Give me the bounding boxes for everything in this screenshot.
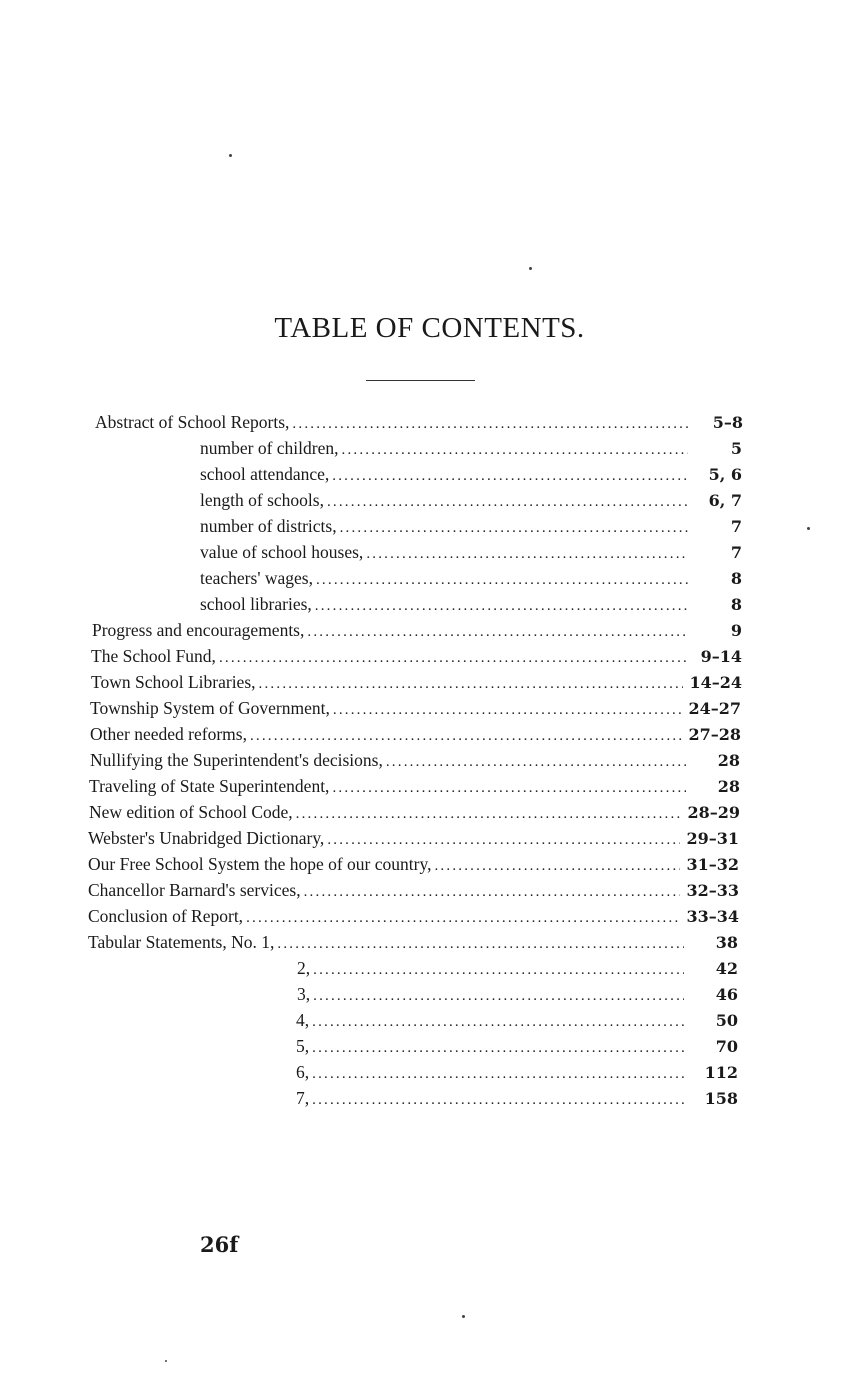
dot-leader xyxy=(277,932,684,956)
toc-entry xyxy=(88,878,739,902)
toc-entry xyxy=(200,488,742,512)
dot-leader xyxy=(327,828,680,852)
title-divider xyxy=(366,380,475,381)
toc-entry-label: 6, xyxy=(296,1062,310,1082)
toc-entry-label: length of schools, xyxy=(200,490,324,510)
dot-leader xyxy=(307,620,688,644)
toc-entry xyxy=(91,644,742,668)
toc-entry-label: teachers' wages, xyxy=(200,568,313,588)
dot-leader xyxy=(342,438,689,462)
toc-entry-page: 7 xyxy=(730,543,742,562)
toc-entry xyxy=(200,462,742,486)
dot-leader xyxy=(304,880,681,904)
dot-leader xyxy=(332,776,686,800)
toc-entry xyxy=(90,748,740,772)
page-folio: 26f xyxy=(200,1232,239,1257)
toc-entry-page: 27–28 xyxy=(688,725,741,744)
dot-leader xyxy=(316,568,688,592)
toc-entry-page: 28 xyxy=(717,777,740,796)
toc-entry-page: 28 xyxy=(717,751,740,770)
toc-entry xyxy=(89,774,740,798)
toc-entry-page: 158 xyxy=(704,1089,738,1108)
dot-leader xyxy=(313,958,684,982)
toc-entry-label: 4, xyxy=(296,1010,310,1030)
toc-entry xyxy=(200,540,742,564)
toc-entry xyxy=(297,956,738,980)
toc-entry-label: school libraries, xyxy=(200,594,312,614)
toc-entry xyxy=(88,826,739,850)
dot-leader xyxy=(296,802,682,826)
toc-entry-label: Abstract of School Reports, xyxy=(95,412,290,432)
toc-entry xyxy=(296,1008,738,1032)
toc-entry xyxy=(88,852,739,876)
paper-speck xyxy=(529,267,532,270)
dot-leader xyxy=(219,646,688,670)
paper-speck xyxy=(462,1315,465,1318)
dot-leader xyxy=(312,1036,684,1060)
toc-entry-page: 70 xyxy=(715,1037,738,1056)
toc-entry-page: 14–24 xyxy=(689,673,742,692)
toc-entry-page: 33–34 xyxy=(686,907,739,926)
toc-entry-page: 29–31 xyxy=(686,829,739,848)
toc-entry-page: 28–29 xyxy=(687,803,740,822)
toc-entry xyxy=(200,436,742,460)
toc-entry-page: 38 xyxy=(715,933,738,952)
toc-entry-label: Nullifying the Superintendent's decisions, xyxy=(90,750,383,770)
toc-entry-label: Progress and encouragements, xyxy=(92,620,305,640)
toc-entry-label: Webster's Unabridged Dictionary, xyxy=(88,828,325,848)
toc-entry-page: 32–33 xyxy=(686,881,739,900)
dot-leader xyxy=(332,464,688,488)
paper-speck xyxy=(229,154,232,157)
toc-entry xyxy=(90,696,741,720)
toc-entry-label: Chancellor Barnard's services, xyxy=(88,880,301,900)
toc-entry-page: 9 xyxy=(730,621,742,640)
toc-entry-label: New edition of School Code, xyxy=(89,802,293,822)
paper-speck xyxy=(807,527,810,530)
toc-entry-label: value of school houses, xyxy=(200,542,364,562)
dot-leader xyxy=(386,750,686,774)
dot-leader xyxy=(312,1088,684,1112)
toc-entry-page: 31–32 xyxy=(686,855,739,874)
paper-speck xyxy=(165,1360,167,1362)
toc-entry-label: 5, xyxy=(296,1036,310,1056)
dot-leader xyxy=(315,594,688,618)
toc-entry-label: Other needed reforms, xyxy=(90,724,247,744)
toc-entry-page: 9–14 xyxy=(700,647,742,666)
toc-entry xyxy=(297,982,738,1006)
toc-entry-label: Our Free School System the hope of our country, xyxy=(88,854,432,874)
toc-entry xyxy=(200,566,742,590)
toc-entry xyxy=(296,1060,738,1084)
toc-entry-page: 112 xyxy=(704,1063,738,1082)
dot-leader xyxy=(246,906,680,930)
dot-leader xyxy=(259,672,684,696)
toc-entry-label: 7, xyxy=(296,1088,310,1108)
toc-entry-label: Town School Libraries, xyxy=(91,672,256,692)
toc-entry xyxy=(200,514,742,538)
toc-entry xyxy=(91,670,742,694)
dot-leader xyxy=(327,490,688,514)
toc-entry-page: 6, 7 xyxy=(708,491,742,510)
dot-leader xyxy=(333,698,683,722)
toc-entry xyxy=(88,930,738,954)
dot-leader xyxy=(312,1062,684,1086)
dot-leader xyxy=(340,516,688,540)
toc-entry xyxy=(88,904,739,928)
toc-entry-label: Conclusion of Report, xyxy=(88,906,244,926)
dot-leader xyxy=(434,854,680,878)
toc-entry xyxy=(296,1086,738,1110)
dot-leader xyxy=(292,412,689,436)
toc-entry xyxy=(296,1034,738,1058)
toc-entry-label: 2, xyxy=(297,958,311,978)
toc-entry-page: 42 xyxy=(715,959,738,978)
toc-entry-label: Township System of Government, xyxy=(90,698,330,718)
toc-entry-page: 46 xyxy=(715,985,738,1004)
toc-entry xyxy=(90,722,741,746)
toc-entry-page: 8 xyxy=(730,595,742,614)
toc-entry-page: 50 xyxy=(715,1011,738,1030)
toc-entry-page: 5–8 xyxy=(712,413,743,432)
toc-entry-label: The School Fund, xyxy=(91,646,216,666)
toc-entry-label: school attendance, xyxy=(200,464,330,484)
toc-entry-page: 5 xyxy=(730,439,742,458)
toc-entry-label: Traveling of State Superintendent, xyxy=(89,776,330,796)
toc-entry-page: 7 xyxy=(730,517,742,536)
toc-entry-page: 5, 6 xyxy=(708,465,742,484)
dot-leader xyxy=(366,542,688,566)
toc-entry-page: 8 xyxy=(730,569,742,588)
dot-leader xyxy=(312,1010,684,1034)
toc-entry-label: number of districts, xyxy=(200,516,337,536)
toc-entry-page: 24–27 xyxy=(688,699,741,718)
toc-entry xyxy=(92,618,742,642)
toc-entry xyxy=(95,410,743,434)
toc-entry-label: Tabular Statements, No. 1, xyxy=(88,932,275,952)
toc-entry xyxy=(89,800,740,824)
toc-entry-label: number of children, xyxy=(200,438,339,458)
toc-entry xyxy=(200,592,742,616)
page-title: TABLE OF CONTENTS. xyxy=(274,312,585,344)
dot-leader xyxy=(250,724,683,748)
toc-entry-label: 3, xyxy=(297,984,311,1004)
dot-leader xyxy=(313,984,684,1008)
